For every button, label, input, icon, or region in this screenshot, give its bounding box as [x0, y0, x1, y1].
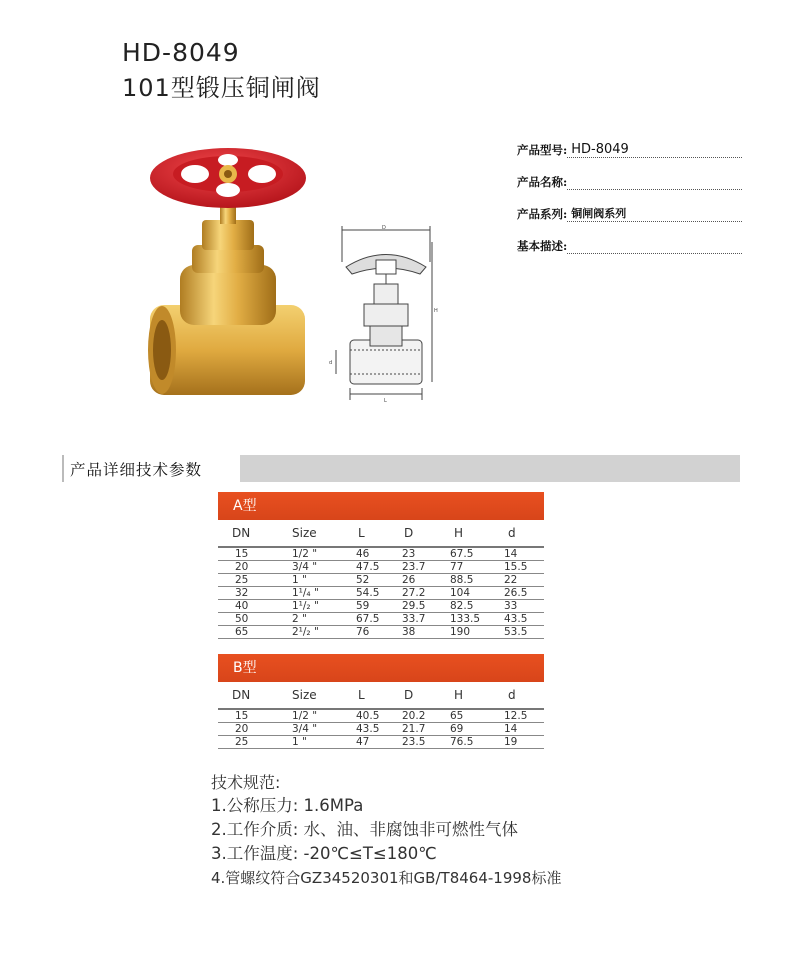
- label-H: H: [434, 308, 438, 314]
- info-row-name: [517, 158, 742, 190]
- table-row: [218, 613, 544, 626]
- table-cell: 43.5: [356, 723, 380, 735]
- table-cell: 67.5: [450, 548, 474, 560]
- table-cell: 32: [235, 587, 249, 599]
- table-cell: 20.2: [402, 710, 426, 722]
- info-label: 基本描述:: [517, 239, 568, 253]
- table-cell: 40: [235, 600, 249, 612]
- col-header: L: [358, 688, 365, 702]
- specs-heading: 技术规范:: [211, 773, 281, 792]
- table-cell: 23: [402, 548, 416, 560]
- info-row-model: [517, 126, 742, 158]
- table-cell: 38: [402, 626, 416, 638]
- table-type-b: [218, 654, 544, 749]
- col-header: d: [508, 526, 516, 540]
- table-b-title: B型: [218, 654, 544, 682]
- table-cell: 69: [450, 723, 464, 735]
- table-cell: 23.7: [402, 561, 426, 573]
- table-cell: 1¹/₂ ": [292, 600, 319, 612]
- table-cell: 46: [356, 548, 370, 560]
- info-row-description: [517, 222, 742, 254]
- table-cell: 15: [235, 548, 249, 560]
- table-cell: 15: [235, 710, 249, 722]
- table-cell: 133.5: [450, 613, 481, 625]
- table-cell: 104: [450, 587, 471, 599]
- table-cell: 2 ": [292, 613, 307, 625]
- info-value: [567, 238, 742, 254]
- label-D: D: [382, 225, 386, 231]
- table-row: [218, 626, 544, 639]
- table-cell: 1 ": [292, 574, 307, 586]
- table-cell: 20: [235, 561, 249, 573]
- table-type-a: [218, 492, 544, 639]
- col-header: Size: [292, 688, 317, 702]
- table-cell: 22: [504, 574, 518, 586]
- table-cell: 40.5: [356, 710, 380, 722]
- table-cell: 2¹/₂ ": [292, 626, 319, 638]
- table-cell: 25: [235, 736, 249, 748]
- table-row: [218, 574, 544, 587]
- table-cell: 33: [504, 600, 518, 612]
- table-row: [218, 710, 544, 723]
- table-row: [218, 736, 544, 749]
- info-value: [567, 174, 742, 190]
- table-cell: 1/2 ": [292, 548, 318, 560]
- table-row: [218, 600, 544, 613]
- table-cell: 59: [356, 600, 370, 612]
- table-cell: 43.5: [504, 613, 528, 625]
- section-title: 产品详细技术参数: [70, 461, 203, 479]
- spec-line: 1.公称压力: 1.6MPa: [211, 796, 364, 815]
- table-cell: 88.5: [450, 574, 474, 586]
- table-cell: 14: [504, 548, 518, 560]
- info-row-series: [517, 190, 742, 222]
- col-header: DN: [232, 526, 251, 540]
- table-cell: 29.5: [402, 600, 426, 612]
- table-cell: 14: [504, 723, 518, 735]
- spec-line: 3.工作温度: -20℃≤T≤180℃: [211, 844, 437, 863]
- table-cell: 76.5: [450, 736, 474, 748]
- table-cell: 19: [504, 736, 518, 748]
- col-header: D: [404, 688, 414, 702]
- table-cell: 76: [356, 626, 370, 638]
- table-cell: 190: [450, 626, 471, 638]
- table-cell: 1 ": [292, 736, 307, 748]
- table-cell: 25: [235, 574, 249, 586]
- col-header: D: [404, 526, 414, 540]
- table-cell: 53.5: [504, 626, 528, 638]
- table-cell: 47: [356, 736, 370, 748]
- product-model-title: HD-8049: [122, 38, 240, 67]
- valve-photo: [140, 140, 315, 405]
- info-value: HD-8049: [567, 142, 742, 158]
- spec-line: 4.管螺纹符合GZ34520301和GB/T8464-1998标准: [211, 869, 562, 887]
- technical-specs: [211, 770, 561, 890]
- table-cell: 15.5: [504, 561, 528, 573]
- info-label: 产品型号:: [517, 143, 568, 157]
- table-row: [218, 561, 544, 574]
- table-cell: 52: [356, 574, 370, 586]
- info-label: 产品系列:: [517, 207, 568, 221]
- table-row: [218, 587, 544, 600]
- table-cell: 77: [450, 561, 464, 573]
- table-a-title: A型: [218, 492, 544, 520]
- table-b-columns: [218, 682, 544, 710]
- table-cell: 1¹/₄ ": [292, 587, 319, 599]
- table-cell: 65: [450, 710, 464, 722]
- label-L: L: [384, 398, 387, 404]
- product-name-title: 101型锻压铜闸阀: [122, 74, 321, 102]
- table-cell: 67.5: [356, 613, 380, 625]
- table-cell: 26.5: [504, 587, 528, 599]
- table-cell: 23.5: [402, 736, 426, 748]
- col-header: Size: [292, 526, 317, 540]
- table-cell: 54.5: [356, 587, 380, 599]
- label-d: d: [329, 360, 333, 366]
- table-cell: 33.7: [402, 613, 426, 625]
- table-a-columns: [218, 520, 544, 548]
- table-cell: 82.5: [450, 600, 474, 612]
- table-cell: 21.7: [402, 723, 426, 735]
- col-header: H: [454, 526, 464, 540]
- col-header: L: [358, 526, 365, 540]
- col-header: H: [454, 688, 464, 702]
- spec-line: 2.工作介质: 水、油、非腐蚀非可燃性气体: [211, 820, 519, 839]
- col-header: DN: [232, 688, 251, 702]
- table-cell: 1/2 ": [292, 710, 318, 722]
- table-cell: 20: [235, 723, 249, 735]
- info-label: 产品名称:: [517, 175, 568, 189]
- table-cell: 50: [235, 613, 249, 625]
- table-row: [218, 548, 544, 561]
- table-cell: 27.2: [402, 587, 426, 599]
- table-cell: 12.5: [504, 710, 528, 722]
- table-row: [218, 723, 544, 736]
- table-cell: 3/4 ": [292, 723, 318, 735]
- table-cell: 26: [402, 574, 416, 586]
- product-info: [517, 126, 742, 254]
- col-header: d: [508, 688, 516, 702]
- info-value: 铜闸阀系列: [567, 206, 742, 222]
- table-cell: 3/4 ": [292, 561, 318, 573]
- valve-dimension-drawing: [328, 222, 440, 410]
- table-cell: 47.5: [356, 561, 380, 573]
- table-cell: 65: [235, 626, 249, 638]
